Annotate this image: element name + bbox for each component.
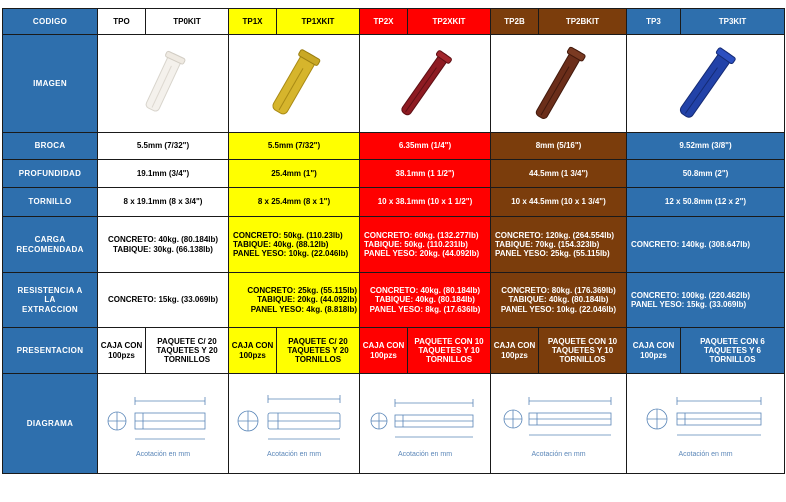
presentacion-tp0kit: PAQUETE C/ 20 TAQUETES Y 20 TORNILLOS — [146, 328, 229, 374]
tornillo-tp3: 12 x 50.8mm (12 x 2") — [627, 188, 785, 217]
profundidad-tp3: 50.8mm (2") — [627, 160, 785, 188]
presentacion-row — [3, 328, 785, 374]
code-tp1x: TP1X — [229, 9, 277, 35]
wall-plug-yellow-icon — [229, 35, 360, 133]
tornillo-label: TORNILLO — [3, 188, 98, 217]
diagram-caption: Acotación en mm — [678, 451, 733, 459]
presentacion-tp2x: CAJA CON 100pzs — [360, 328, 408, 374]
tornillo-tp1: 8 x 25.4mm (8 x 1") — [229, 188, 360, 217]
presentacion-tp2b: CAJA CON 100pzs — [491, 328, 539, 374]
diagram-tp2x — [360, 374, 491, 474]
diagram-tp3 — [627, 374, 785, 474]
carga-tp1: CONCRETO: 50kg. (110.23lb) TABIQUE: 40kg. (88.12lb) PANEL YESO: 10kg. (22.046lb) — [229, 217, 360, 273]
wall-plug-blue-icon — [627, 35, 785, 133]
diagram-caption: Acotación en mm — [135, 451, 191, 459]
diagrama-label: DIAGRAMA — [3, 374, 98, 474]
presentacion-tp3: CAJA CON 100pzs — [627, 328, 681, 374]
presentacion-tp2bkit: PAQUETE CON 10 TAQUETES Y 10 TORNILLOS — [539, 328, 627, 374]
technical-drawing-icon — [365, 387, 485, 449]
code-tp3kit: TP3KIT — [681, 9, 785, 35]
code-tp2xkit: TP2XKIT — [408, 9, 491, 35]
diagram-caption: Acotación en mm — [397, 451, 453, 459]
diagrama-row — [3, 374, 785, 474]
codigo-header: CODIGO — [3, 9, 98, 35]
broca-tp0: 5.5mm (7/32") — [98, 133, 229, 160]
resistencia-label: RESISTENCIA A LA EXTRACCION — [3, 273, 98, 328]
resistencia-tp2b: CONCRETO: 80kg. (176.369lb) TABIQUE: 40kg. (80.184lb) PANEL YESO: 10kg. (22.046lb) — [491, 273, 627, 328]
presentacion-tp0: CAJA CON 100pzs — [98, 328, 146, 374]
broca-tp2x: 6.35mm (1/4") — [360, 133, 491, 160]
code-tp2bkit: TP2BKIT — [539, 9, 627, 35]
broca-tp3: 9.52mm (3/8") — [627, 133, 785, 160]
wall-plug-red-icon — [360, 35, 491, 133]
carga-label: CARGA RECOMENDADA — [3, 217, 98, 273]
carga-tp0: CONCRETO: 40kg. (80.184lb) TABIQUE: 30kg. (66.138lb) — [98, 217, 229, 273]
carga-row — [3, 217, 785, 273]
tornillo-tp2x: 10 x 38.1mm (10 x 1 1/2") — [360, 188, 491, 217]
technical-drawing-icon — [499, 387, 619, 449]
code-tp2b: TP2B — [491, 9, 539, 35]
code-tp0kit: TP0KIT — [146, 9, 229, 35]
diagram-caption: Acotación en mm — [531, 451, 586, 459]
resistencia-row — [3, 273, 785, 328]
tornillo-row — [3, 188, 785, 217]
profundidad-label: PROFUNDIDAD — [3, 160, 98, 188]
presentacion-tp3kit: PAQUETE CON 6 TAQUETES Y 6 TORNILLOS — [681, 328, 785, 374]
wall-plug-white-icon — [98, 35, 229, 133]
profundidad-tp0: 19.1mm (3/4") — [98, 160, 229, 188]
technical-drawing-icon — [103, 387, 223, 449]
diagram-tp1 — [229, 374, 360, 474]
broca-label: BROCA — [3, 133, 98, 160]
presentacion-tp1xkit: PAQUETE C/ 20 TAQUETES Y 20 TORNILLOS — [277, 328, 360, 374]
resistencia-tp0: CONCRETO: 15kg. (33.069lb) — [98, 273, 229, 328]
profundidad-tp1: 25.4mm (1") — [229, 160, 360, 188]
imagen-label: IMAGEN — [3, 35, 98, 133]
diagram-tp2b — [491, 374, 627, 474]
broca-tp1: 5.5mm (7/32") — [229, 133, 360, 160]
tornillo-tp2b: 10 x 44.5mm (10 x 1 3/4") — [491, 188, 627, 217]
imagen-row — [3, 35, 785, 133]
wall-plug-brown-icon — [491, 35, 627, 133]
code-tp2x: TP2X — [360, 9, 408, 35]
carga-tp2x: CONCRETO: 60kg. (132.277lb) TABIQUE: 50kg. (110.231lb) PANEL YESO: 20kg. (44.092lb) — [360, 217, 491, 273]
technical-drawing-icon — [234, 387, 354, 449]
profundidad-tp2x: 38.1mm (1 1/2") — [360, 160, 491, 188]
diagram-caption: Acotación en mm — [266, 451, 322, 459]
presentacion-tp2xkit: PAQUETE CON 10 TAQUETES Y 10 TORNILLOS — [408, 328, 491, 374]
technical-drawing-icon — [641, 387, 771, 449]
presentacion-tp1x: CAJA CON 100pzs — [229, 328, 277, 374]
profundidad-row — [3, 160, 785, 188]
diagram-tp0 — [98, 374, 229, 474]
carga-tp3: CONCRETO: 140kg. (308.647lb) — [627, 217, 785, 273]
presentacion-label: PRESENTACION — [3, 328, 98, 374]
resistencia-tp3: CONCRETO: 100kg. (220.462lb) PANEL YESO: 15kg. (33.069lb) — [627, 273, 785, 328]
profundidad-tp2b: 44.5mm (1 3/4") — [491, 160, 627, 188]
wall-plug-spec-table — [2, 8, 785, 474]
code-tp3: TP3 — [627, 9, 681, 35]
broca-row — [3, 133, 785, 160]
code-tp1xkit: TP1XKIT — [277, 9, 360, 35]
carga-tp2b: CONCRETO: 120kg. (264.554lb) TABIQUE: 70kg. (154.323lb) PANEL YESO: 25kg. (55.115lb) — [491, 217, 627, 273]
code-tp0: TPO — [98, 9, 146, 35]
resistencia-tp2x: CONCRETO: 40kg. (80.184lb) TABIQUE: 40kg. (80.184lb) PANEL YESO: 8kg. (17.636lb) — [360, 273, 491, 328]
header-row — [3, 9, 785, 35]
broca-tp2b: 8mm (5/16") — [491, 133, 627, 160]
resistencia-tp1: CONCRETO: 25kg. (55.115lb) TABIQUE: 20kg. (44.092lb) PANEL YESO: 4kg. (8.818lb) — [229, 273, 360, 328]
tornillo-tp0: 8 x 19.1mm (8 x 3/4") — [98, 188, 229, 217]
